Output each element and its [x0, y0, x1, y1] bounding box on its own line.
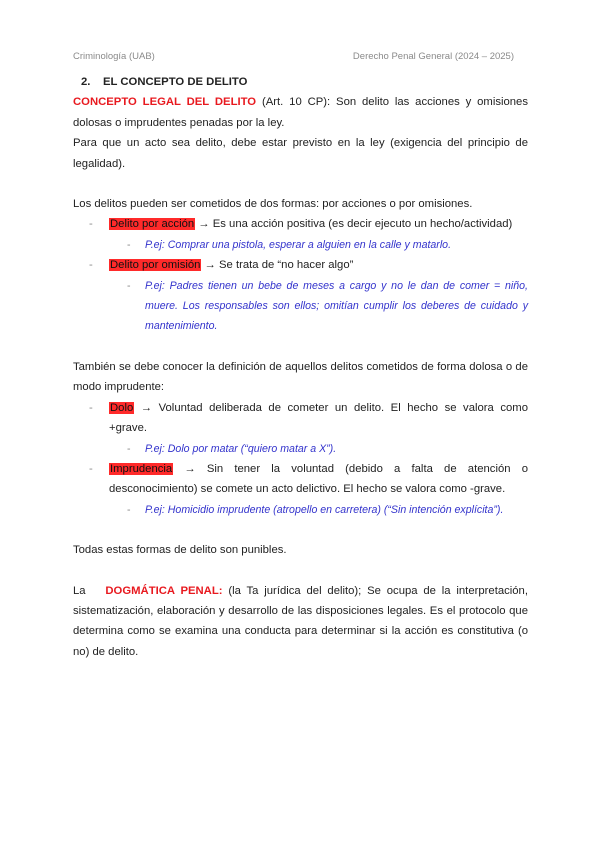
document-body: [73, 72, 528, 662]
accion-example: P.ej: Comprar una pistola, esperar a alguien en la calle y matarlo.: [145, 238, 452, 251]
imprudencia-label: Imprudencia: [110, 462, 173, 475]
concepto-legal-text: (Art. 10 CP): Son delito las acciones y omisiones dolosas o imprudentes penadas por la ley.: [73, 96, 528, 129]
list-item-accion: [73, 214, 528, 234]
punibles-paragraph: Todas estas formas de delito son punibles.: [73, 544, 287, 557]
header-right: Derecho Penal General (2024 – 2025): [352, 51, 514, 62]
section-title: [73, 72, 528, 92]
dash-bullet: -: [127, 279, 131, 292]
omision-text: → Se trata de “no hacer algo”: [201, 259, 354, 272]
concepto-legal-paragraph: [73, 92, 528, 133]
list-item-accion-example: [73, 235, 528, 255]
legalidad-paragraph: Para que un acto sea delito, debe estar previsto en la ley (exigencia del principio de legalidad).: [73, 137, 528, 170]
dash-bullet: -: [89, 259, 93, 272]
list-item-imprudencia-example: [73, 500, 528, 520]
dolosa-intro: También se debe conocer la definición de aquellos delitos cometidos de forma dolosa o de modo imprudente:: [73, 360, 528, 394]
dash-bullet: -: [89, 218, 93, 231]
formas-intro: Los delitos pueden ser cometidos de dos formas: por acciones o por omisiones.: [73, 198, 473, 211]
dash-bullet: -: [127, 503, 131, 516]
section-title-text: EL CONCEPTO DE DELITO: [103, 76, 248, 88]
dogmatica-label: DOGMÁTICA PENAL:: [105, 584, 223, 597]
imprudencia-text: → Sin tener la voluntad (debido a falta de atención o desconocimiento) se comete un acto delictivo. El hecho se valora como -grave.: [109, 462, 528, 496]
accion-label: Delito por acción: [110, 218, 195, 231]
dash-bullet: -: [127, 238, 131, 251]
dogmatica-text: (la Ta jurídica del delito); Se ocupa de la interpretación, sistematización, elaboración y desarrollo de las disposiciones legales. Es el protocolo que determina como se examina una conducta para determinar si la acción es constitutiva (o no) de delito.: [73, 584, 528, 658]
dogmatica-prefix: La: [73, 584, 92, 597]
dogmatica-paragraph: [73, 581, 528, 663]
header-left: Criminología (UAB): [73, 51, 155, 62]
dash-bullet: -: [89, 401, 93, 414]
dolo-label: Dolo: [110, 401, 134, 414]
dash-bullet: -: [127, 442, 131, 455]
section-number: 2.: [81, 76, 91, 88]
accion-text: → Es una acción positiva (es decir ejecuto un hecho/actividad): [195, 218, 513, 231]
list-item-omision: [73, 255, 528, 275]
list-item-omision-example: [73, 276, 528, 337]
list-item-dolo: [73, 398, 528, 439]
omision-example: P.ej: Padres tienen un bebe de meses a cargo y no le dan de comer = niño, muere. Los responsables son ellos; omitían cumplir los deberes de cuidado y mantenimiento.: [145, 279, 528, 333]
imprudencia-example: P.ej: Homicidio imprudente (atropello en carretera) (“Sin intención explícita”).: [145, 503, 504, 516]
omision-label: Delito por omisión: [110, 259, 201, 272]
dolo-example: P.ej: Dolo por matar (“quiero matar a X”).: [145, 442, 337, 455]
list-item-dolo-example: [73, 439, 528, 459]
dolo-text: → Voluntad deliberada de cometer un delito. El hecho se valora como +grave.: [109, 401, 528, 435]
list-item-imprudencia: [73, 459, 528, 500]
concepto-legal-label: CONCEPTO LEGAL DEL DELITO: [73, 96, 257, 109]
dash-bullet: -: [89, 462, 93, 475]
